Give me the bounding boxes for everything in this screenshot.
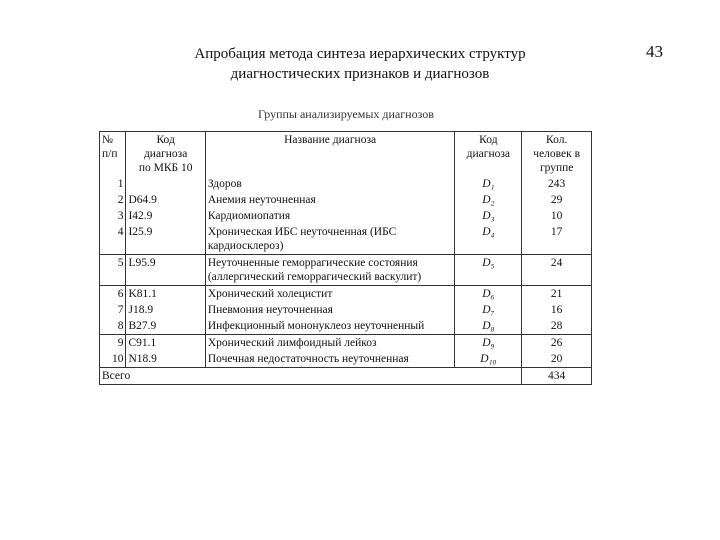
row-diagnosis-name: Хроническая ИБС неуточненная (ИБС кардиосклероз) [205,224,455,255]
header-icd-code [126,132,205,177]
header-count-line: человек в [533,148,581,160]
row-diagnosis-code: D₉ [455,335,522,352]
row-icd-code: B27.9 [126,318,205,335]
row-icd-code: I25.9 [126,224,205,255]
row-number: 10 [100,351,126,368]
row-count: 24 [522,255,592,286]
table-row [100,335,592,352]
row-number: 8 [100,318,126,335]
row-diagnosis-name: Инфекционный мононуклеоз неуточненный [205,318,455,335]
total-label: Всего [100,368,522,385]
row-number: 7 [100,302,126,318]
row-number: 4 [100,224,126,255]
row-diagnosis-name: Пневмония неуточненная [205,302,455,318]
row-icd-code: N18.9 [126,351,205,368]
header-icd-line: диагноза [143,148,188,160]
row-count: 10 [550,210,563,222]
row-icd-code: K81.1 [126,286,205,303]
diagnosis-table [99,131,592,385]
page-title [110,44,610,84]
row-icd-code: J18.9 [126,302,205,318]
row-number: 6 [100,286,126,303]
row-count: 21 [522,286,592,303]
header-count [522,132,592,177]
table-row [100,255,592,286]
row-diagnosis-name: Анемия неуточненная [205,192,455,208]
header-icd-line: по МКБ 10 [138,162,193,174]
row-icd-code: D64.9 [126,192,205,208]
row-diagnosis-code: D₆ [455,286,522,303]
header-diagnosis-name [205,132,455,177]
row-count: 26 [522,335,592,352]
row-diagnosis-code: D₅ [455,255,522,286]
table-row [100,318,592,335]
row-count: 29 [550,194,563,206]
table-row [100,286,592,303]
table-row [100,208,592,224]
row-count: 243 [548,178,566,190]
row-diagnosis-code: D₁₀ [455,351,522,368]
table-row [100,192,592,208]
row-icd-code: I42.9 [126,208,205,224]
row-number: 9 [100,335,126,352]
header-dcode-line: Код [479,134,498,146]
row-diagnosis-code: D₈ [455,318,522,335]
row-diagnosis-code: D₃ [455,208,522,224]
row-count: 20 [550,353,563,365]
table-row [100,351,592,368]
total-row [100,368,592,385]
header-number-line: № [102,134,113,146]
row-icd-code [126,176,205,192]
table-row [100,176,592,192]
table-caption: Группы анализируемых диагнозов [258,107,434,121]
row-count: 28 [550,320,563,332]
row-diagnosis-code: D₁ [455,176,522,192]
row-diagnosis-name: Хронический лимфоидный лейкоз [205,335,455,352]
row-diagnosis-code: D₇ [455,302,522,318]
row-diagnosis-name: Почечная недостаточность неуточненная [205,351,455,368]
header-icd-line: Код [156,134,175,146]
row-count: 17 [550,226,563,238]
header-count-line: группе [539,162,574,174]
row-diagnosis-code: D₄ [455,224,522,255]
header-diagnosis-code [455,132,522,177]
row-icd-code: C91.1 [126,335,205,352]
table-header-row [100,132,592,177]
header-number [100,132,126,177]
row-diagnosis-name: Хронический холецистит [205,286,455,303]
row-number: 2 [100,192,126,208]
table-row [100,302,592,318]
header-number-line: п/п [102,148,118,160]
row-diagnosis-name: Кардиомиопатия [205,208,455,224]
header-name-line: Название диагноза [284,134,377,146]
title-line-1: Апробация метода синтеза иерархических структур [194,46,526,62]
row-icd-code: L95.9 [126,255,205,286]
total-value: 434 [522,368,592,385]
row-diagnosis-code: D₂ [455,192,522,208]
row-number: 1 [100,176,126,192]
header-count-line: Кол. [546,134,568,146]
row-diagnosis-name: Неуточненные геморрагические состояния (аллергический геморрагический васкулит) [205,255,455,286]
page-number: 43 [646,42,663,61]
row-number: 5 [100,255,126,286]
row-diagnosis-name: Здоров [205,176,455,192]
title-line-2: диагностических признаков и диагнозов [230,66,490,82]
header-dcode-line: диагноза [466,148,511,160]
row-number: 3 [100,208,126,224]
row-count: 16 [550,304,563,316]
table-row [100,224,592,255]
